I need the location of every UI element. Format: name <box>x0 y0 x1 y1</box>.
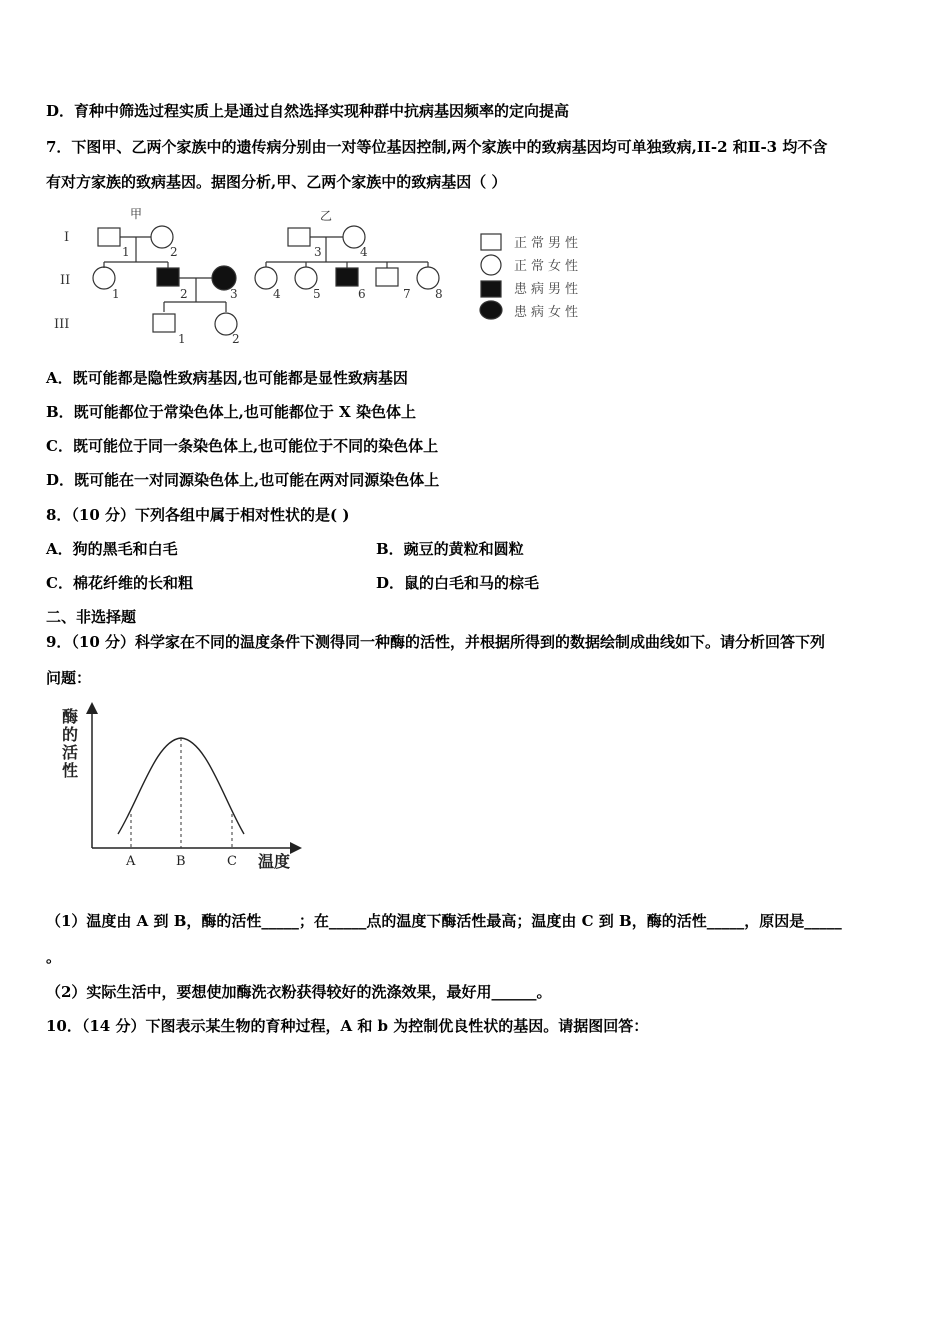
pedigree-II1-normal-female <box>93 267 115 289</box>
pedigree-II2-affected-male <box>157 268 179 286</box>
legend-affected-male-icon <box>481 281 501 297</box>
q8-option-d: D．鼠的白毛和马的棕毛 <box>376 574 540 592</box>
pedigree-II5-normal-female <box>295 267 317 289</box>
q7-option-c: C．既可能位于同一条染色体上,也可能位于不同的染色体上 <box>46 437 439 455</box>
legend-normal-female-label: 正常女性 <box>514 259 583 274</box>
pedigree-II8-normal-female <box>417 267 439 289</box>
legend-affected-female-label: 患病女性 <box>514 305 583 320</box>
q8-option-b: B．豌豆的黄粒和圆粒 <box>376 540 524 558</box>
q9-stem-line1: 9．（10 分）科学家在不同的温度条件下测得同一种酶的活性，并根据所得到的数据绘制成曲线如下。请分析回答下列 <box>46 633 826 651</box>
y-label-char-3: 活 <box>62 743 79 762</box>
generation-label-2: II <box>60 273 71 288</box>
generation-label-1: I <box>64 230 70 245</box>
legend-affected-female-icon <box>480 301 502 319</box>
pedigree-number-II5: 5 <box>313 287 321 301</box>
q7-stem-line2: 有对方家族的致病基因。据图分析,甲、乙两个家族中的致病基因（ ） <box>46 173 507 191</box>
pedigree-II7-normal-male <box>376 268 398 286</box>
y-label-char-1: 酶 <box>62 707 79 726</box>
q9-sub1-line1: （1）温度由 A 到 B，酶的活性_____；在_____点的温度下酶活性最高；温度由 C 到 B，酶的活性_____，原因是_____ <box>46 912 842 930</box>
legend-normal-male-icon <box>481 234 501 250</box>
pedigree-number-II8: 8 <box>435 287 443 301</box>
pedigree-number-I3: 3 <box>314 245 322 259</box>
y-label-char-2: 的 <box>62 725 79 744</box>
pedigree-number-III2: 2 <box>232 332 240 346</box>
family-label-yi: 乙 <box>320 209 333 223</box>
pedigree-number-II4: 4 <box>273 287 281 301</box>
q9-sub1-line2: 。 <box>46 948 62 966</box>
q7-option-d: D．既可能在一对同源染色体上,也可能在两对同源染色体上 <box>46 471 440 489</box>
pedigree-number-II6: 6 <box>358 287 366 301</box>
x-axis-label: 温度 <box>258 852 291 871</box>
pedigree-number-II3: 3 <box>230 287 238 301</box>
pedigree-number-I4: 4 <box>360 245 368 259</box>
legend-normal-male-label: 正常男性 <box>514 236 583 251</box>
legend-affected-male-label: 患病男性 <box>514 282 583 297</box>
enzyme-activity-graph <box>58 700 308 876</box>
pedigree-I1-normal-male <box>98 228 120 246</box>
generation-label-3: III <box>54 317 70 332</box>
y-label-char-4: 性 <box>62 761 79 780</box>
pedigree-I3-normal-male <box>288 228 310 246</box>
q9-stem-line2: 问题： <box>46 669 92 687</box>
q9-sub2: （2）实际生活中，要想使加酶洗衣粉获得较好的洗涤效果，最好用______。 <box>46 983 552 1001</box>
legend-normal-female-icon <box>481 255 501 275</box>
pedigree-II6-affected-male <box>336 268 358 286</box>
q7-stem-line1: 7．下图甲、乙两个家族中的遗传病分别由一对等位基因控制,两个家族中的致病基因均可单独致病,II-2 和Ⅱ-3 均不含 <box>46 138 828 156</box>
q10-stem: 10．（14 分）下图表示某生物的育种过程，A 和 b 为控制优良性状的基因。请据图回答： <box>46 1017 649 1035</box>
q7-option-a: A．既可能都是隐性致病基因,也可能都是显性致病基因 <box>46 369 408 387</box>
q6-option-d: D．育种中筛选过程实质上是通过自然选择实现种群中抗病基因频率的定向提高 <box>46 102 570 120</box>
q8-option-a: A．狗的黑毛和白毛 <box>46 540 178 558</box>
family-label-jia: 甲 <box>130 207 143 221</box>
pedigree-II4-normal-female <box>255 267 277 289</box>
pedigree-number-I2: 2 <box>170 245 178 259</box>
pedigree-number-II2: 2 <box>180 287 188 301</box>
point-label-c: C <box>227 854 237 869</box>
pedigree-number-II7: 7 <box>403 287 411 301</box>
pedigree-III1-normal-male <box>153 314 175 332</box>
q8-stem: 8．（10 分）下列各组中属于相对性状的是( ) <box>46 506 350 524</box>
point-label-b: B <box>176 854 186 869</box>
q7-option-b: B．既可能都位于常染色体上,也可能都位于 X 染色体上 <box>46 403 416 421</box>
pedigree-number-II1: 1 <box>112 287 120 301</box>
pedigree-number-I1: 1 <box>122 245 130 259</box>
pedigree-diagram <box>46 200 626 350</box>
section-title: 二、非选择题 <box>46 608 137 626</box>
q8-option-c: C．棉花纤维的长和粗 <box>46 574 193 592</box>
pedigree-number-III1: 1 <box>178 332 186 346</box>
point-label-a: A <box>126 854 136 869</box>
